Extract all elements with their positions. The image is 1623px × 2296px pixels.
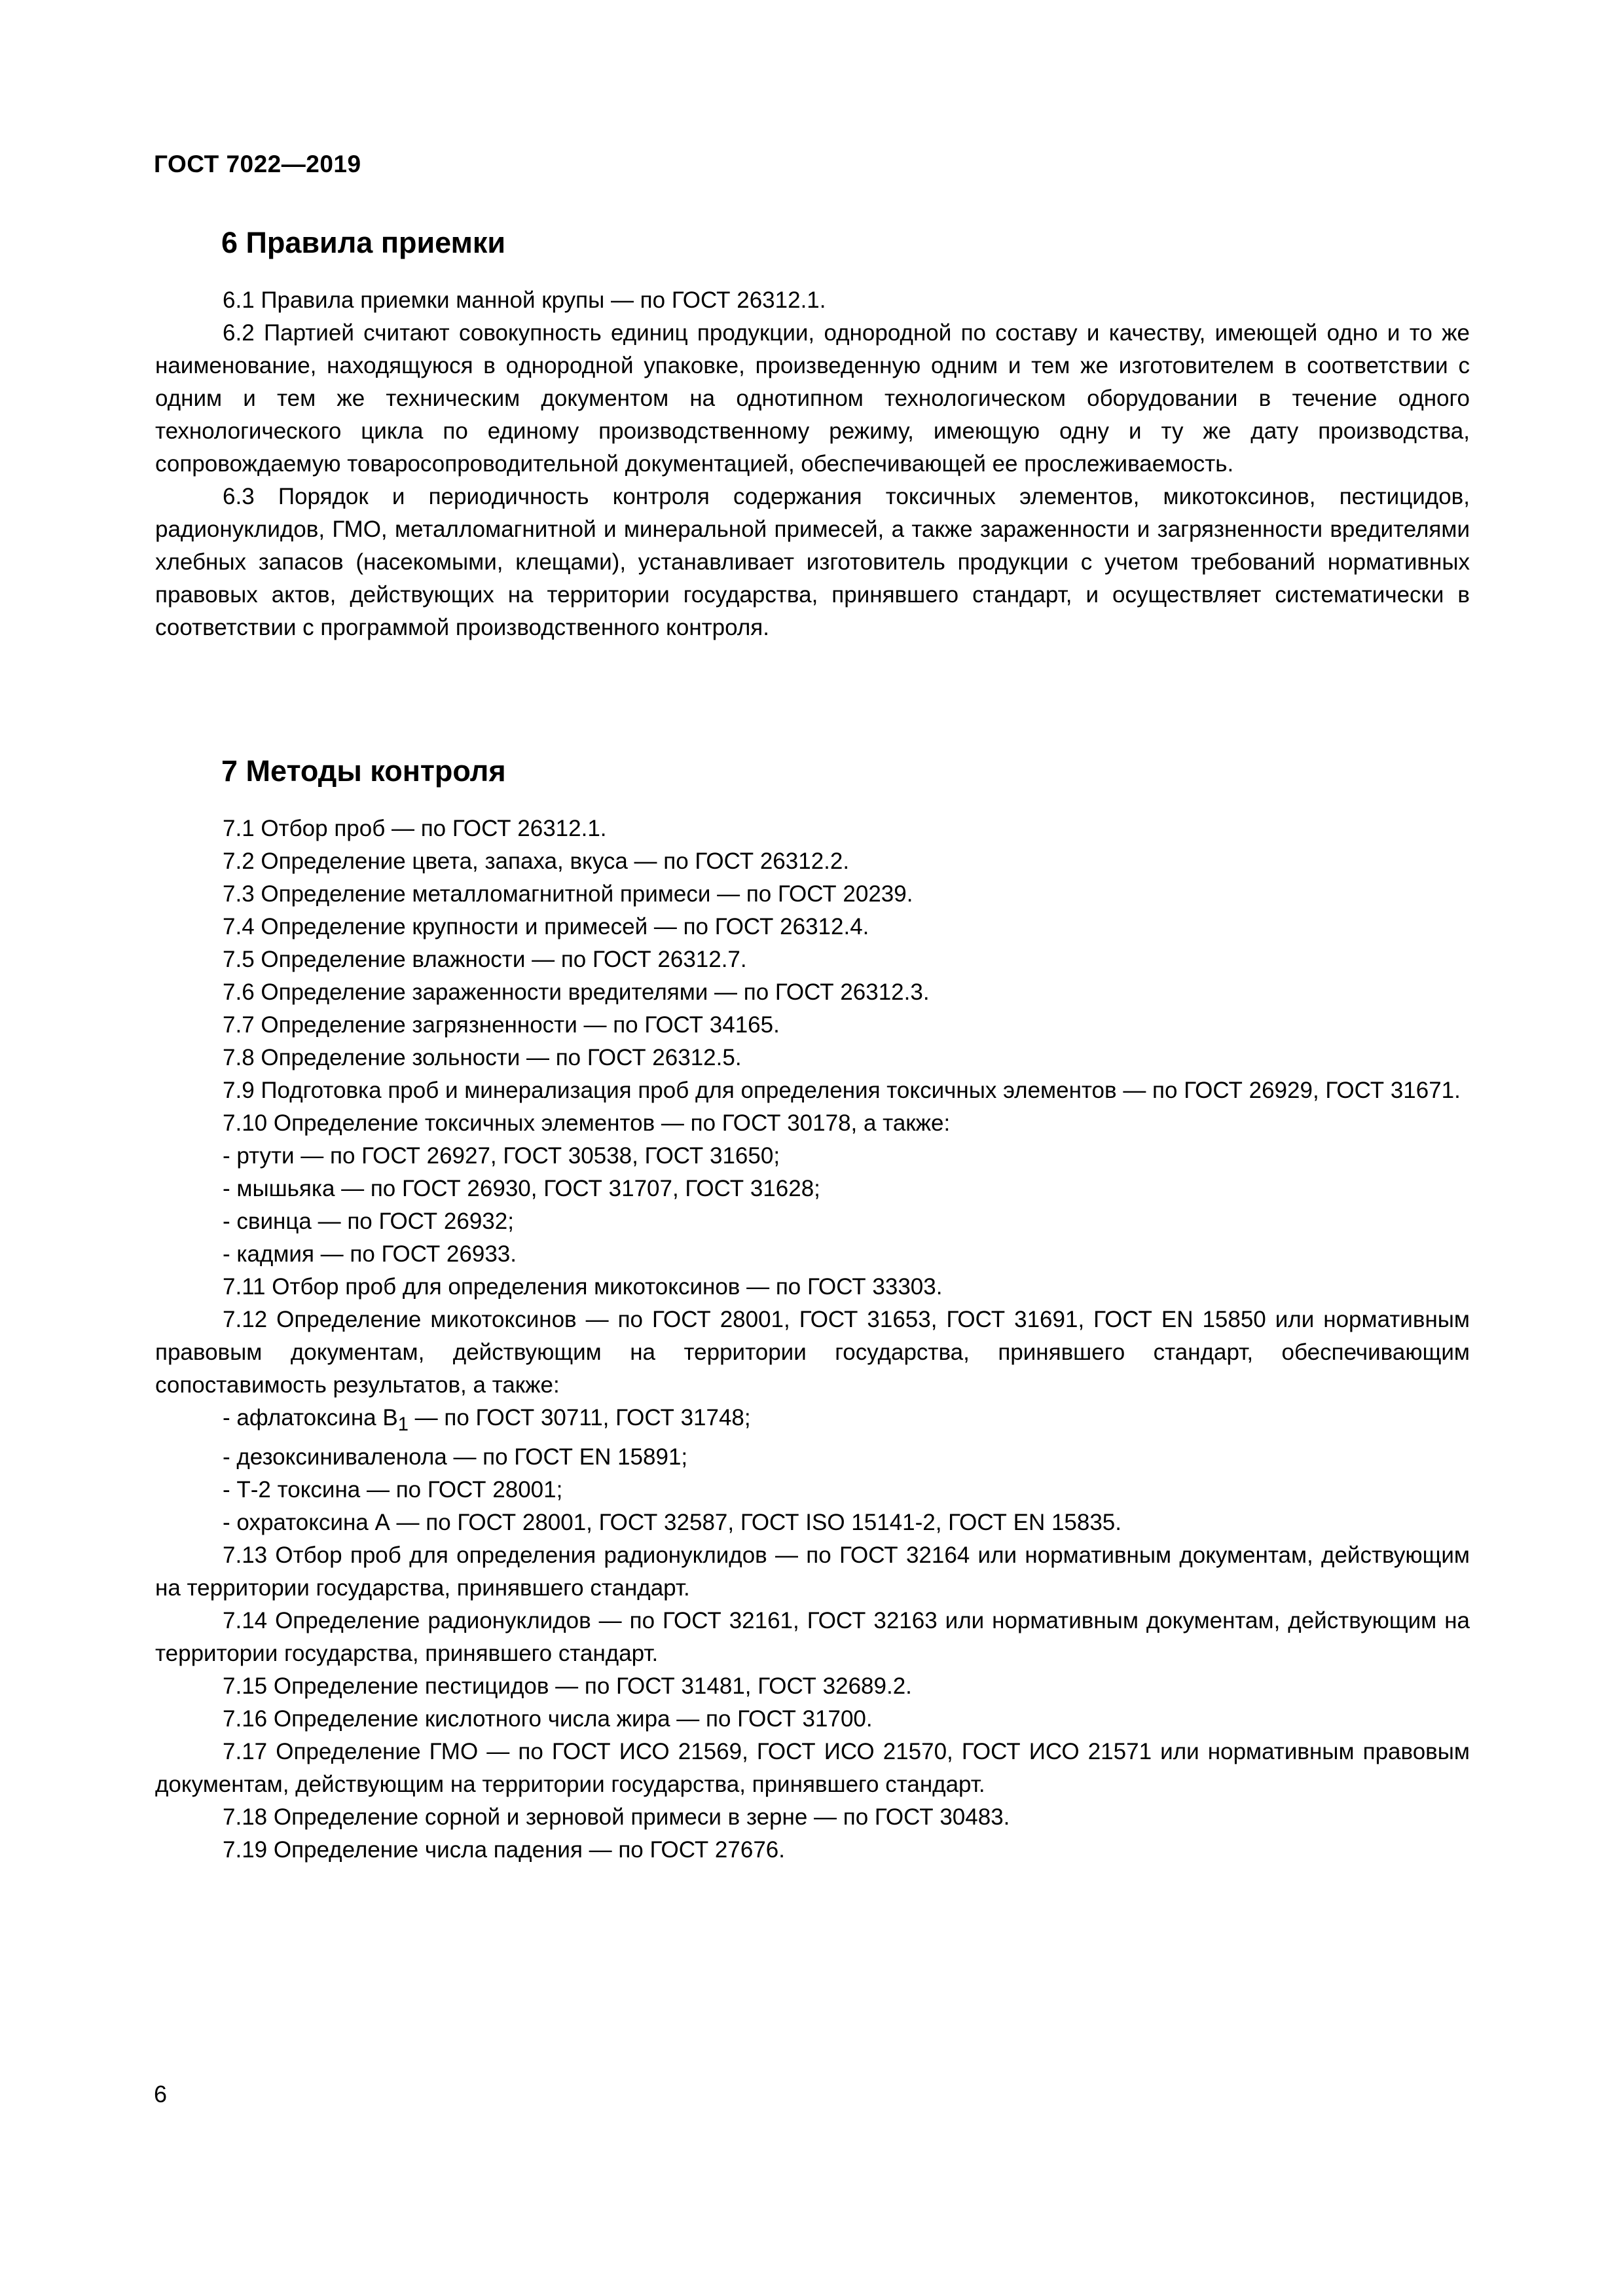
paragraph-7-5: 7.5 Определение влажности — по ГОСТ 26312.7.	[223, 947, 747, 972]
paragraph-7-15: 7.15 Определение пестицидов — по ГОСТ 31481, ГОСТ 32689.2.	[223, 1673, 912, 1699]
paragraph-7-19: 7.19 Определение числа падения — по ГОСТ 27676.	[223, 1837, 785, 1863]
paragraph-7-12: 7.12 Определение микотоксинов — по ГОСТ 28001, ГОСТ 31653, ГОСТ 31691, ГОСТ EN 15850 или нормативным правовым документам, действующим на территории государства, принявшего стандарт, обеспечивающим сопоставимость результатов, а также:	[155, 1307, 1470, 1398]
list-item: - дезоксиниваленола — по ГОСТ EN 15891;	[223, 1444, 688, 1470]
paragraph-7-16: 7.16 Определение кислотного числа жира — по ГОСТ 31700.	[223, 1706, 873, 1732]
paragraph-7-8: 7.8 Определение зольности — по ГОСТ 26312.5.	[223, 1045, 742, 1070]
aflatoxin-label: - афлатоксина B	[223, 1405, 398, 1430]
aflatoxin-refs: — по ГОСТ 30711, ГОСТ 31748;	[408, 1405, 751, 1430]
paragraph-7-2: 7.2 Определение цвета, запаха, вкуса — по ГОСТ 26312.2.	[223, 848, 850, 874]
list-item: - кадмия — по ГОСТ 26933.	[223, 1241, 517, 1267]
document-header: ГОСТ 7022—2019	[154, 151, 361, 177]
paragraph-7-7: 7.7 Определение загрязненности — по ГОСТ 34165.	[223, 1012, 780, 1038]
section-7-title: 7 Методы контроля	[221, 754, 506, 788]
paragraph-7-17: 7.17 Определение ГМО — по ГОСТ ИСО 21569, ГОСТ ИСО 21570, ГОСТ ИСО 21571 или нормативным правовым документам, действующим на территории государства, принявшего стандарт.	[155, 1739, 1470, 1797]
section-6-body	[155, 284, 1470, 644]
list-item: - мышьяка — по ГОСТ 26930, ГОСТ 31707, ГОСТ 31628;	[223, 1176, 820, 1201]
list-item: - Т-2 токсина — по ГОСТ 28001;	[223, 1477, 563, 1503]
list-item: - свинца — по ГОСТ 26932;	[223, 1209, 514, 1234]
list-item-aflatoxin	[155, 1402, 1470, 1441]
paragraph-7-4: 7.4 Определение крупности и примесей — по ГОСТ 26312.4.	[223, 914, 869, 939]
aflatoxin-subscript: 1	[397, 1414, 409, 1435]
list-item: - охратоксина А — по ГОСТ 28001, ГОСТ 32587, ГОСТ ISO 15141-2, ГОСТ EN 15835.	[223, 1510, 1122, 1535]
page-number: 6	[154, 2081, 168, 2107]
paragraph-7-10: 7.10 Определение токсичных элементов — по ГОСТ 30178, а также:	[223, 1110, 951, 1136]
paragraph-6-1: 6.1 Правила приемки манной крупы — по ГОСТ 26312.1.	[223, 287, 826, 313]
section-7-body	[155, 812, 1470, 1867]
paragraph-7-9: 7.9 Подготовка проб и минерализация проб для определения токсичных элементов — по ГОСТ 26929, ГОСТ 31671.	[223, 1078, 1461, 1103]
paragraph-7-13: 7.13 Отбор проб для определения радионуклидов — по ГОСТ 32164 или нормативным документам, действующим на территории государства, принявшего стандарт.	[155, 1542, 1470, 1601]
list-item: - ртути — по ГОСТ 26927, ГОСТ 30538, ГОСТ 31650;	[223, 1143, 780, 1169]
paragraph-7-6: 7.6 Определение зараженности вредителями — по ГОСТ 26312.3.	[223, 979, 930, 1005]
section-6-title: 6 Правила приемки	[221, 226, 506, 259]
paragraph-7-1: 7.1 Отбор проб — по ГОСТ 26312.1.	[223, 816, 607, 841]
paragraph-6-3: 6.3 Порядок и периодичность контроля содержания токсичных элементов, микотоксинов, пестицидов, радионуклидов, ГМО, металломагнитной и минеральной примесей, а также зараженности и загрязненности вредителями хлебных запасов (насекомыми, клещами), устанавливает изготовитель продукции с учетом требований нормативных правовых актов, действующих на территории государства, принявшего стандарт, и осуществляет систематически в соответствии с программой производственного контроля.	[155, 484, 1470, 640]
paragraph-7-11: 7.11 Отбор проб для определения микотоксинов — по ГОСТ 33303.	[223, 1274, 943, 1300]
paragraph-7-14: 7.14 Определение радионуклидов — по ГОСТ 32161, ГОСТ 32163 или нормативным документам, действующим на территории государства, принявшего стандарт.	[155, 1608, 1470, 1666]
paragraph-7-3: 7.3 Определение металломагнитной примеси — по ГОСТ 20239.	[223, 881, 913, 907]
paragraph-6-2: 6.2 Партией считают совокупность единиц продукции, однородной по составу и качеству, имеющей одно и то же наименование, находящуюся в однородной упаковке, произведенную одним и тем же изготовителем в соответствии с одним и тем же техническим документом на однотипном технологическом оборудовании в течение одного технологического цикла по единому производственному режиму, имеющую одну и ту же дату производства, сопровождаемую товаросопроводительной документацией, обеспечивающей ее прослеживаемость.	[155, 320, 1470, 477]
paragraph-7-18: 7.18 Определение сорной и зерновой примеси в зерне — по ГОСТ 30483.	[223, 1804, 1010, 1830]
